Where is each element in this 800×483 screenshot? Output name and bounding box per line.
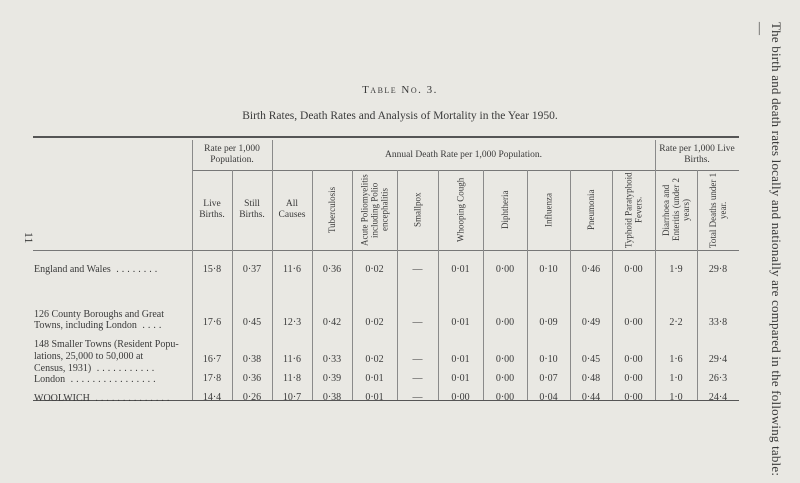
table-cell: — xyxy=(412,392,423,403)
table-cell: 1·9 xyxy=(669,264,683,275)
table-cell: 29·8 xyxy=(708,264,728,275)
row-label-text: 148 Smaller Towns (Resident Popu- xyxy=(34,339,179,350)
table-cell: 0·49 xyxy=(581,317,601,328)
table-cell: 0·00 xyxy=(624,354,643,365)
table-cell: 0·00 xyxy=(495,354,515,365)
row-label-text: lations, 25,000 to 50,000 at xyxy=(34,351,144,362)
table-title: Birth Rates, Death Rates and Analysis of Mortality in the Year 1950. xyxy=(242,110,558,122)
table-cell: 11·8 xyxy=(283,373,301,384)
table-cell: 29·4 xyxy=(708,354,728,365)
table-cell: 26·3 xyxy=(708,373,728,384)
table-cell: 0·26 xyxy=(242,392,262,403)
column-header: All Causes xyxy=(278,199,306,220)
table-cell: 0·02 xyxy=(365,354,384,365)
table-cell: 11·6 xyxy=(283,264,301,275)
table-cell: 0·33 xyxy=(322,354,342,365)
row-label-text: London xyxy=(34,374,66,385)
leader-dots: ........... xyxy=(91,363,158,374)
column-header: Typhoid Paratyphoid Fevers. xyxy=(623,172,644,248)
column-header: Diphtheria xyxy=(500,190,510,230)
table-cell: — xyxy=(412,317,423,328)
column-header: Pneumonia xyxy=(586,189,596,231)
row-label xyxy=(34,393,172,405)
leader-dots: .... xyxy=(136,320,165,331)
column-header: Still Births. xyxy=(239,199,265,220)
table-cell: 0·38 xyxy=(242,354,262,365)
table-cell: 0·48 xyxy=(581,373,601,384)
table-cell: — xyxy=(412,264,423,275)
table-cell: 0·00 xyxy=(495,317,515,328)
table-cell: — xyxy=(412,354,423,365)
table-cell: 1·6 xyxy=(669,354,683,365)
column-header: Total Deaths under 1 year. xyxy=(708,172,728,248)
group-header: Rate per 1,000 Population. xyxy=(204,144,260,165)
column-header: Influenza xyxy=(543,193,554,227)
table-cell: 0·00 xyxy=(624,392,643,403)
table-cell: 0·00 xyxy=(624,264,643,275)
table-cell: 0·00 xyxy=(495,392,515,403)
row-label xyxy=(34,351,143,363)
table-cell: 0·00 xyxy=(624,373,643,384)
table-number: Table No. 3. xyxy=(362,84,438,96)
table-cell: 16·7 xyxy=(202,354,222,365)
table-cell: 1·0 xyxy=(669,373,683,384)
table-cell: 14·4 xyxy=(202,392,222,403)
header-bottom-rule xyxy=(33,250,739,251)
table-cell: 0·37 xyxy=(242,264,262,275)
table-cell: 24·4 xyxy=(708,392,728,403)
table-cell: 0·01 xyxy=(365,392,384,403)
row-label xyxy=(34,320,164,332)
row-label xyxy=(34,264,160,276)
table-cell: 0·44 xyxy=(581,392,601,403)
group-header: Annual Death Rate per 1,000 Population. xyxy=(385,149,542,160)
table-cell: 0·09 xyxy=(539,317,558,328)
row-label-text: Census, 1931) xyxy=(34,363,92,374)
table-cell: 0·45 xyxy=(581,354,601,365)
table-cell: 0·10 xyxy=(539,264,558,275)
row-label-text: Towns, including London xyxy=(34,320,137,331)
table-cell: 33·8 xyxy=(708,317,728,328)
row-label xyxy=(34,374,159,386)
table-cell: 0·02 xyxy=(365,317,384,328)
column-header: Live Births. xyxy=(199,199,225,220)
table-cell: 0·00 xyxy=(624,317,643,328)
row-label-text: WOOLWICH xyxy=(34,393,90,404)
group-header: Rate per 1,000 Live Births. xyxy=(659,144,735,165)
table-cell: 0·01 xyxy=(451,264,470,275)
table-cell: 11·6 xyxy=(283,354,301,365)
table-cell: 0·38 xyxy=(322,392,342,403)
table-cell: 17·8 xyxy=(202,373,222,384)
column-header: Acute Poliomyelitis including Polio encephalitis xyxy=(359,174,390,246)
row-label-text: England and Wales xyxy=(34,264,111,275)
table-cell: 0·46 xyxy=(581,264,601,275)
table-cell: 0·02 xyxy=(365,264,384,275)
table-cell: 1·0 xyxy=(669,392,683,403)
table-cell: 0·00 xyxy=(495,264,515,275)
row-label xyxy=(34,339,179,351)
table-cell: 0·39 xyxy=(322,373,342,384)
table-cell: 2·2 xyxy=(669,317,683,328)
leader-dots: .............. xyxy=(89,393,173,404)
table-cell: 0·42 xyxy=(322,317,342,328)
page-number: 11 xyxy=(22,232,36,244)
table-cell: 0·01 xyxy=(451,373,470,384)
table-cell: 0·00 xyxy=(451,392,470,403)
side-note: The birth and death rates locally and nationally are compared in the following table:— xyxy=(753,22,784,477)
table-cell: — xyxy=(412,373,423,384)
table-cell: 0·36 xyxy=(322,264,342,275)
table-cell: 0·01 xyxy=(451,317,470,328)
table-cell: 0·01 xyxy=(365,373,384,384)
table-cell: 0·10 xyxy=(539,354,558,365)
row-label-text: 126 County Boroughs and Great xyxy=(34,309,164,320)
table-cell: 10·7 xyxy=(282,392,302,403)
table-cell: 15·8 xyxy=(202,264,222,275)
table-cell: 0·00 xyxy=(495,373,515,384)
table-cell: 0·45 xyxy=(242,317,262,328)
table-cell: 0·04 xyxy=(539,392,558,403)
column-header: Whooping Cough xyxy=(455,177,466,243)
column-header: Diarrhoea and Enteritis (under 2 years) xyxy=(661,178,691,242)
table-cell: 0·36 xyxy=(242,373,262,384)
table-cell: 17·6 xyxy=(202,317,222,328)
leader-dots: ........ xyxy=(110,264,161,275)
table-cell: 12·3 xyxy=(282,317,302,328)
table-top-rule xyxy=(33,136,739,138)
table-cell: 0·01 xyxy=(451,354,470,365)
leader-dots: ................ xyxy=(65,374,159,385)
column-header: Smallpox xyxy=(412,192,423,228)
table-cell: 0·07 xyxy=(539,373,558,384)
column-header: Tuberculosis xyxy=(327,186,337,234)
